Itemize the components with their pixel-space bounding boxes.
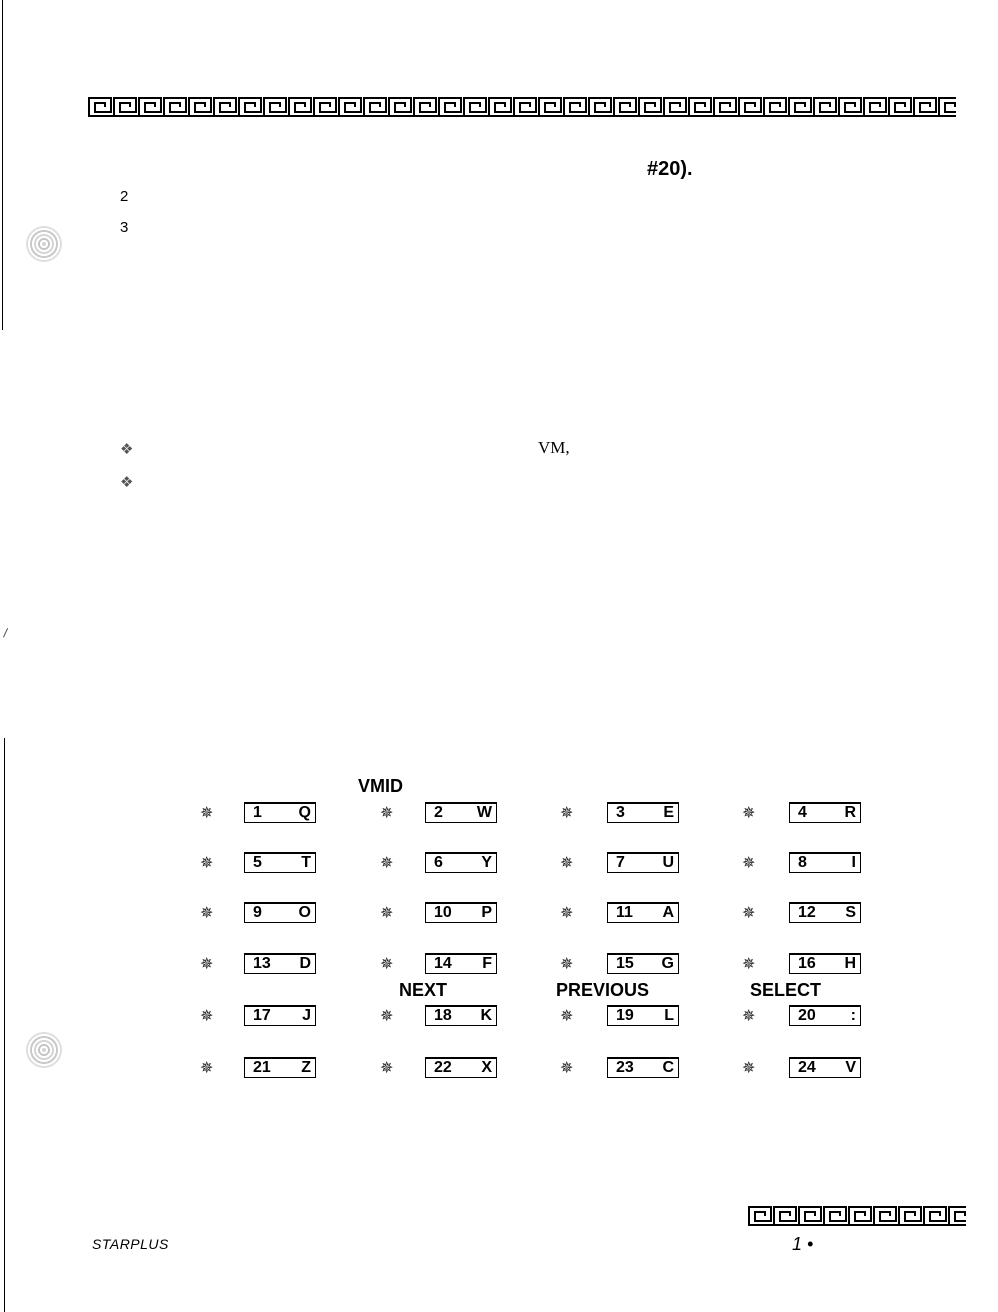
key-number: 8 bbox=[798, 854, 807, 871]
keypad-key-23[interactable] bbox=[607, 1057, 679, 1078]
key-led-icon: ✵ bbox=[742, 903, 756, 922]
key-number: 18 bbox=[434, 1007, 452, 1024]
section-heading-fragment: #20). bbox=[647, 158, 693, 180]
step-number: 3 bbox=[120, 219, 129, 236]
keypad-key-11[interactable] bbox=[607, 902, 679, 923]
keypad-key-3[interactable] bbox=[607, 802, 679, 823]
key-number: 4 bbox=[798, 804, 807, 821]
margin-tab-icon bbox=[26, 226, 62, 262]
step-number: 2 bbox=[120, 188, 129, 205]
key-number: 5 bbox=[253, 854, 262, 871]
key-letter: J bbox=[302, 1007, 311, 1024]
key-led-icon: ✵ bbox=[560, 1058, 574, 1077]
keypad-key-13[interactable] bbox=[244, 953, 316, 974]
key-letter: W bbox=[476, 804, 492, 821]
keypad-title: VMID bbox=[358, 776, 403, 796]
key-led-icon: ✵ bbox=[560, 1006, 574, 1025]
key-number: 1 bbox=[253, 804, 262, 821]
keypad-key-4[interactable] bbox=[789, 802, 861, 823]
left-margin-line-bottom bbox=[4, 738, 5, 1312]
keypad-key-20[interactable] bbox=[789, 1005, 861, 1026]
margin-tab-icon bbox=[26, 1032, 62, 1068]
key-letter: S bbox=[845, 904, 856, 921]
key-letter: I bbox=[851, 854, 856, 871]
key-led-icon: ✵ bbox=[200, 954, 214, 973]
keypad-key-2[interactable] bbox=[425, 802, 497, 823]
key-led-icon: ✵ bbox=[560, 803, 574, 822]
key-letter: K bbox=[480, 1007, 492, 1024]
key-led-icon: ✵ bbox=[200, 1058, 214, 1077]
keypad-key-1[interactable] bbox=[244, 802, 316, 823]
keypad-key-22[interactable] bbox=[425, 1057, 497, 1078]
key-letter: D bbox=[299, 955, 311, 972]
key-letter: P bbox=[481, 904, 492, 921]
keypad-key-8[interactable] bbox=[789, 852, 861, 873]
keypad-key-21[interactable] bbox=[244, 1057, 316, 1078]
key-number: 23 bbox=[616, 1059, 634, 1076]
key-led-icon: ✵ bbox=[742, 954, 756, 973]
key-led-icon: ✵ bbox=[742, 1058, 756, 1077]
footer-product-name: STARPLUS bbox=[92, 1236, 169, 1252]
key-led-icon: ✵ bbox=[742, 803, 756, 822]
key-led-icon: ✵ bbox=[200, 803, 214, 822]
stray-mark bbox=[3, 628, 9, 638]
key-letter: C bbox=[662, 1059, 674, 1076]
nav-label-previous: PREVIOUS bbox=[556, 980, 650, 1000]
key-led-icon: ✵ bbox=[380, 803, 394, 822]
key-number: 7 bbox=[616, 854, 625, 871]
keypad-key-19[interactable] bbox=[607, 1005, 679, 1026]
key-led-icon: ✵ bbox=[380, 954, 394, 973]
key-led-icon: ✵ bbox=[742, 1006, 756, 1025]
key-letter: O bbox=[298, 904, 311, 921]
key-number: 13 bbox=[253, 955, 271, 972]
bullet-icon: ❖ bbox=[120, 440, 134, 458]
key-number: 17 bbox=[253, 1007, 271, 1024]
keypad-key-24[interactable] bbox=[789, 1057, 861, 1078]
key-letter: T bbox=[301, 854, 311, 871]
key-led-icon: ✵ bbox=[560, 954, 574, 973]
key-number: 2 bbox=[434, 804, 443, 821]
key-led-icon: ✵ bbox=[380, 1006, 394, 1025]
key-number: 21 bbox=[253, 1059, 271, 1076]
key-number: 20 bbox=[798, 1007, 816, 1024]
key-number: 3 bbox=[616, 804, 625, 821]
key-number: 22 bbox=[434, 1059, 452, 1076]
key-number: 6 bbox=[434, 854, 443, 871]
bullet-icon: ❖ bbox=[120, 473, 134, 491]
key-led-icon: ✵ bbox=[380, 1058, 394, 1077]
footer-page-number: 1 • bbox=[792, 1234, 814, 1254]
keypad-key-5[interactable] bbox=[244, 852, 316, 873]
keypad-key-7[interactable] bbox=[607, 852, 679, 873]
key-led-icon: ✵ bbox=[200, 903, 214, 922]
keypad-key-18[interactable] bbox=[425, 1005, 497, 1026]
key-led-icon: ✵ bbox=[380, 903, 394, 922]
keypad-key-9[interactable] bbox=[244, 902, 316, 923]
key-letter: H bbox=[844, 955, 856, 972]
key-number: 10 bbox=[434, 904, 452, 921]
greek-key-border-top bbox=[88, 96, 956, 118]
key-number: 11 bbox=[616, 904, 633, 921]
key-number: 9 bbox=[253, 904, 262, 921]
keypad-key-17[interactable] bbox=[244, 1005, 316, 1026]
key-number: 12 bbox=[798, 904, 816, 921]
greek-key-border-bottom bbox=[748, 1205, 966, 1227]
key-number: 14 bbox=[434, 955, 452, 972]
keypad-key-14[interactable] bbox=[425, 953, 497, 974]
key-led-icon: ✵ bbox=[560, 853, 574, 872]
key-letter: A bbox=[662, 904, 674, 921]
key-letter: L bbox=[664, 1007, 674, 1024]
nav-label-next: NEXT bbox=[399, 980, 448, 1000]
vm-text-fragment: VM, bbox=[538, 438, 570, 457]
key-letter: G bbox=[661, 955, 674, 972]
key-number: 19 bbox=[616, 1007, 634, 1024]
key-letter: V bbox=[845, 1059, 856, 1076]
left-margin-line-top bbox=[2, 0, 3, 330]
key-number: 15 bbox=[616, 955, 634, 972]
key-letter: : bbox=[850, 1007, 856, 1024]
key-led-icon: ✵ bbox=[742, 853, 756, 872]
nav-label-select: SELECT bbox=[750, 980, 822, 1000]
key-led-icon: ✵ bbox=[200, 853, 214, 872]
key-letter: X bbox=[481, 1059, 492, 1076]
key-number: 16 bbox=[798, 955, 816, 972]
key-letter: Z bbox=[301, 1059, 311, 1076]
key-led-icon: ✵ bbox=[200, 1006, 214, 1025]
key-number: 24 bbox=[798, 1059, 816, 1076]
key-led-icon: ✵ bbox=[380, 853, 394, 872]
key-letter: R bbox=[844, 804, 856, 821]
key-led-icon: ✵ bbox=[560, 903, 574, 922]
key-letter: Y bbox=[481, 854, 492, 871]
key-letter: F bbox=[482, 955, 492, 972]
key-letter: U bbox=[662, 854, 674, 871]
keypad-key-15[interactable] bbox=[607, 953, 679, 974]
key-letter: E bbox=[663, 804, 674, 821]
keypad-key-16[interactable] bbox=[789, 953, 861, 974]
key-letter: Q bbox=[298, 804, 311, 821]
keypad-key-12[interactable] bbox=[789, 902, 861, 923]
keypad-key-10[interactable] bbox=[425, 902, 497, 923]
keypad-key-6[interactable] bbox=[425, 852, 497, 873]
